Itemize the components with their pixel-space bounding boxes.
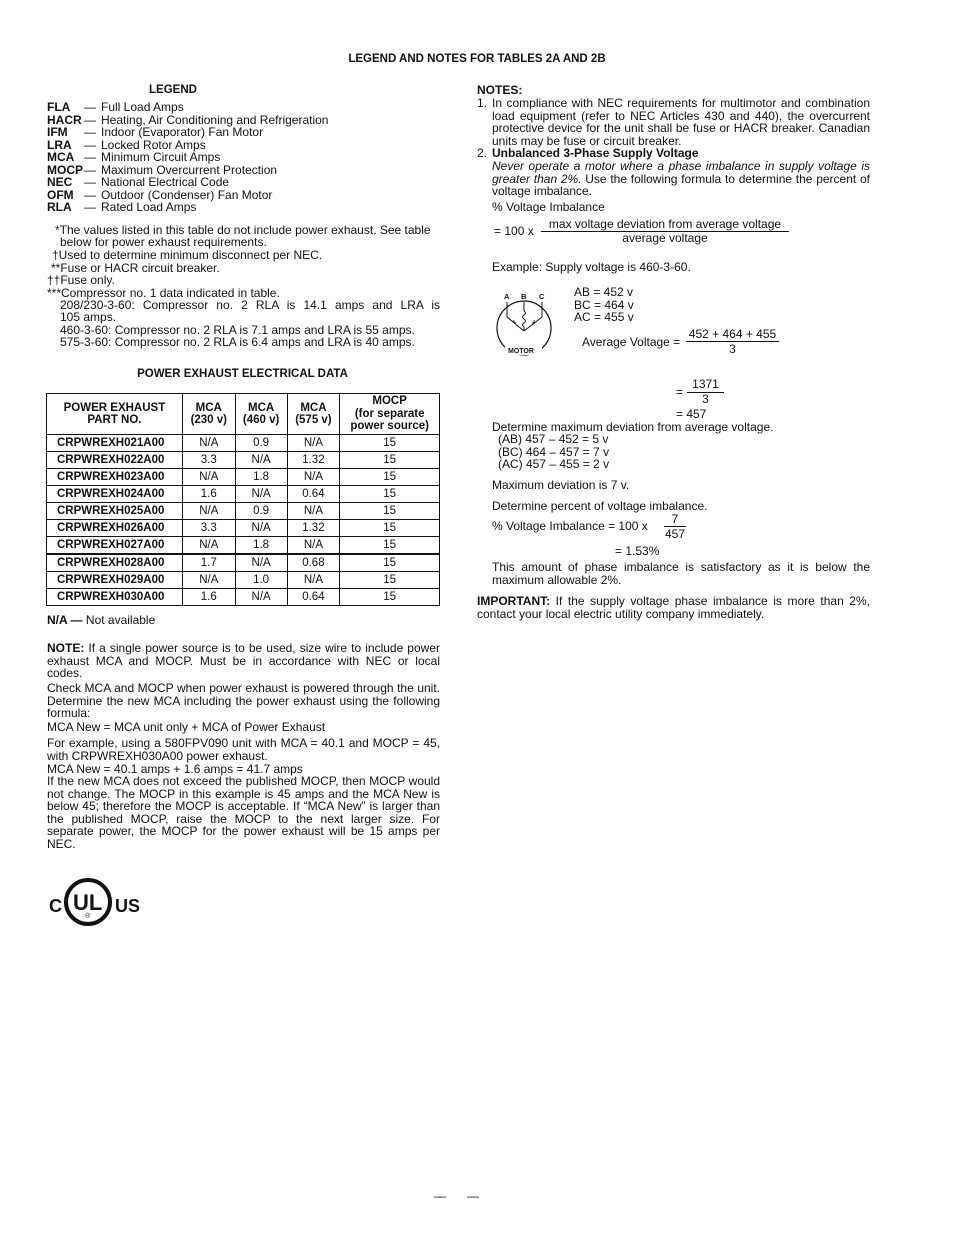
- table-cell: 1.6: [182, 589, 235, 606]
- legend-abbreviation: NEC: [47, 175, 73, 189]
- table-row: [47, 435, 440, 452]
- footnote-dagger: †Used to determine minimum disconnect per NEC.: [52, 248, 323, 262]
- voltage-ac: AC = 455 v: [574, 310, 634, 324]
- legend-dash: —: [84, 150, 96, 164]
- average-denominator: 3: [729, 342, 736, 356]
- table-cell: 3.3: [182, 520, 235, 537]
- average-numerator: 452 + 464 + 455: [688, 327, 777, 341]
- legend-title: LEGEND: [149, 84, 197, 96]
- legend-dash: —: [84, 200, 96, 214]
- table-cell: 15: [340, 520, 440, 537]
- sum-numerator: 1371: [692, 377, 719, 391]
- table-cell: 15: [340, 435, 440, 452]
- legend-dash: —: [84, 162, 96, 177]
- legend-dash: —: [84, 137, 96, 152]
- part-number-cell: CRPWREXH021A00: [47, 435, 183, 452]
- legend-definition: Rated Load Amps: [101, 200, 197, 214]
- header-mca-575: MCA (575 v): [287, 394, 340, 435]
- voltage-imbalance-label: % Voltage Imbalance: [492, 200, 605, 214]
- part-number-cell: CRPWREXH029A00: [47, 572, 183, 589]
- maximum-deviation: Maximum deviation is 7 v.: [492, 478, 630, 492]
- table-cell: N/A: [235, 486, 287, 503]
- power-exhaust-table-body: [47, 435, 440, 606]
- footer-right-dash: —: [467, 1189, 479, 1203]
- legend-dash: —: [84, 112, 96, 127]
- table-cell: N/A: [287, 537, 340, 555]
- header-mca-460: MCA (460 v): [235, 394, 287, 435]
- table-cell: N/A: [235, 589, 287, 606]
- legend-abbreviation: IFM: [47, 125, 68, 139]
- table-cell: 15: [340, 572, 440, 589]
- header-mca-230: MCA (230 v): [182, 394, 235, 435]
- table-row: [47, 469, 440, 486]
- terminal-a-label: A: [504, 292, 510, 301]
- table-cell: N/A: [182, 503, 235, 520]
- legend-definition: Minimum Circuit Amps: [101, 150, 221, 164]
- legend-dash: —: [84, 175, 96, 189]
- page-title: LEGEND AND NOTES FOR TABLES 2A AND 2B: [348, 53, 606, 65]
- part-number-cell: CRPWREXH023A00: [47, 469, 183, 486]
- table-cell: 1.6: [182, 486, 235, 503]
- part-number-cell: CRPWREXH028A00: [47, 554, 183, 572]
- part-number-cell: CRPWREXH024A00: [47, 486, 183, 503]
- table-cell: N/A: [287, 572, 340, 589]
- voltage-ab: AB = 452 v: [574, 285, 634, 299]
- legend-abbreviation: RLA: [47, 200, 72, 214]
- table-cell: N/A: [235, 452, 287, 469]
- header-mocp: MOCP (for separate power source): [340, 394, 440, 435]
- terminal-c-label: C: [539, 292, 545, 301]
- sum-denominator: 3: [702, 392, 709, 406]
- mca-check-paragraph: Check MCA and MOCP when power exhaust is powered through the unit. Determine the new MCA including the power exhaust using the following formula:: [47, 681, 440, 721]
- legend-abbreviation: FLA: [47, 100, 71, 114]
- table-cell: 0.64: [287, 486, 340, 503]
- part-number-cell: CRPWREXH026A00: [47, 520, 183, 537]
- table-cell: 15: [340, 469, 440, 486]
- footnote-double-star: **Fuse or HACR circuit breaker.: [51, 261, 220, 275]
- table-cell: 1.7: [182, 554, 235, 572]
- average-result: = 457: [676, 407, 707, 421]
- imbalance-denominator: 457: [664, 527, 686, 541]
- table-cell: 0.9: [235, 503, 287, 520]
- note-2-number: 2.: [477, 146, 488, 160]
- imbalance-numerator: 7: [671, 512, 679, 526]
- table-cell: 3.3: [182, 452, 235, 469]
- note-2-heading: Unbalanced 3-Phase Supply Voltage: [492, 146, 699, 160]
- na-note: N/A — Not available: [47, 613, 156, 627]
- legend-definition: Maximum Overcurrent Protection: [101, 162, 278, 177]
- formula-numerator: max voltage deviation from average voltage: [548, 217, 782, 231]
- table-row: [47, 537, 440, 555]
- table-cell: 0.68: [287, 554, 340, 572]
- part-number-cell: CRPWREXH022A00: [47, 452, 183, 469]
- table-cell: 1.8: [235, 469, 287, 486]
- legend-abbreviation: HACR: [47, 112, 82, 127]
- table-cell: 15: [340, 503, 440, 520]
- motor-diagram: [494, 290, 556, 360]
- legend-abbreviation: MOCP: [47, 162, 83, 177]
- table-header-row: [47, 394, 440, 435]
- table-row: [47, 572, 440, 589]
- legend-abbreviation: LRA: [47, 137, 72, 152]
- legend-definition: Full Load Amps: [101, 100, 184, 114]
- part-number-cell: CRPWREXH025A00: [47, 503, 183, 520]
- table-cell: 0.64: [287, 589, 340, 606]
- footnote-triple-star: ***Compressor no. 1 data indicated in table.: [47, 286, 280, 300]
- table-row: [47, 554, 440, 572]
- cul-us-listed-logo: [46, 870, 140, 930]
- logo-c-text: C: [49, 896, 62, 916]
- table-cell: N/A: [235, 554, 287, 572]
- table-cell: 1.0: [235, 572, 287, 589]
- table-cell: N/A: [182, 435, 235, 452]
- terminal-b-label: B: [521, 292, 527, 301]
- header-part-no: POWER EXHAUST PART NO.: [47, 394, 183, 435]
- footnote-values-cont: below for power exhaust requirements.: [60, 235, 267, 249]
- notes-title: NOTES:: [477, 83, 523, 97]
- note-2-text: Never operate a motor where a phase imbalance in supply voltage is greater than 2%. Use the following formula to determine the percent of voltage imbalance.: [492, 159, 870, 199]
- legend-definition: Heating, Air Conditioning and Refrigeration: [101, 112, 329, 127]
- table-cell: N/A: [287, 503, 340, 520]
- legend-abbreviation: MCA: [47, 150, 75, 164]
- table-row: [47, 503, 440, 520]
- table-row: [47, 452, 440, 469]
- footnote-208-230-cont: 105 amps.: [60, 310, 117, 324]
- table-cell: 15: [340, 452, 440, 469]
- power-source-note: NOTE: If a single power source is to be used, size wire to include power exhaust MCA and MOCP. Must be in accordance with NEC or local codes.: [47, 641, 440, 681]
- average-voltage-label: Average Voltage =: [582, 335, 681, 349]
- table-cell: N/A: [182, 537, 235, 555]
- footnote-208-230: 208/230-3-60: Compressor no. 2 RLA is 14.1 amps and LRA is: [60, 298, 440, 312]
- mca-formula: MCA New = MCA unit only + MCA of Power Exhaust: [47, 720, 326, 734]
- table-cell: N/A: [287, 435, 340, 452]
- table-cell: N/A: [182, 572, 235, 589]
- imbalance-result: = 1.53%: [615, 544, 660, 558]
- note-1-text: In compliance with NEC requirements for multimotor and combination load equipment (refer to NEC Articles 430 and 440), the overcurrent protective device for the unit shall be fuse or HACR breaker. Canadian units may be fuse or circuit breaker.: [492, 96, 870, 148]
- deviation-ab: (AB) 457 – 452 = 5 v: [498, 432, 609, 446]
- part-number-cell: CRPWREXH030A00: [47, 589, 183, 606]
- table-cell: N/A: [182, 469, 235, 486]
- mca-new-example: MCA New = 40.1 amps + 1.6 amps = 41.7 amps: [47, 762, 303, 776]
- power-exhaust-title: POWER EXHAUST ELECTRICAL DATA: [137, 368, 348, 380]
- table-cell: 15: [340, 486, 440, 503]
- note-1-number: 1.: [477, 96, 488, 110]
- legend-definition: National Electrical Code: [101, 175, 230, 189]
- example-paragraph: For example, using a 580FPV090 unit with MCA = 40.1 and MOCP = 45, with CRPWREXH030A00 power exhaust.: [47, 736, 440, 763]
- determine-percent: Determine percent of voltage imbalance.: [492, 499, 708, 513]
- legend-dash: —: [84, 187, 96, 202]
- table-cell: 15: [340, 589, 440, 606]
- footer-left-dash: —: [434, 1189, 446, 1203]
- formula-denominator: average voltage: [622, 231, 708, 245]
- motor-label: MOTOR: [508, 348, 534, 355]
- logo-ul-text: UL: [73, 890, 103, 915]
- footnote-575: 575-3-60: Compressor no. 2 RLA is 6.4 amps and LRA is 40 amps.: [60, 335, 415, 349]
- important-note: IMPORTANT: If the supply voltage phase imbalance is more than 2%, contact your local electric utility company immediately.: [477, 594, 870, 621]
- legend-abbreviation: OFM: [47, 187, 74, 202]
- table-cell: 15: [340, 537, 440, 555]
- footnote-double-dagger: ††Fuse only.: [47, 273, 115, 287]
- deviation-ac: (AC) 457 – 455 = 2 v: [498, 457, 610, 471]
- table-row: [47, 520, 440, 537]
- formula-prefix: = 100 x: [494, 224, 534, 238]
- table-cell: 1.8: [235, 537, 287, 555]
- voltage-bc: BC = 464 v: [574, 298, 634, 312]
- example-supply-voltage: Example: Supply voltage is 460-3-60.: [492, 260, 691, 274]
- logo-us-text: US: [115, 896, 140, 916]
- sum-prefix: =: [676, 385, 684, 399]
- legend-definition: Outdoor (Condenser) Fan Motor: [101, 187, 273, 202]
- table-cell: 1.32: [287, 452, 340, 469]
- table-cell: 1.32: [287, 520, 340, 537]
- part-number-cell: CRPWREXH027A00: [47, 537, 183, 555]
- table-cell: 15: [340, 554, 440, 572]
- table-cell: N/A: [235, 520, 287, 537]
- deviation-bc: (BC) 464 – 457 = 7 v: [498, 445, 610, 459]
- legend-dash: —: [84, 125, 96, 139]
- footnote-values: *The values listed in this table do not include power exhaust. See table: [55, 223, 431, 237]
- table-row: [47, 486, 440, 503]
- table-cell: N/A: [287, 469, 340, 486]
- power-exhaust-table: [46, 393, 440, 606]
- legend-definition: Indoor (Evaporator) Fan Motor: [101, 125, 264, 139]
- legend-dash: —: [84, 100, 96, 114]
- logo-registered-text: ®: [85, 913, 91, 920]
- mocp-paragraph: If the new MCA does not exceed the published MOCP, then MOCP would not change. The MOCP in this example is 45 amps and the MCA New is below 45; therefore the MOCP is acceptable. If “MCA New” is larger than the published MOCP, raise the MOCP to the next larger size. For separate power, the MOCP for the power exhaust will be 15 amps per NEC.: [47, 774, 440, 851]
- table-cell: 0.9: [235, 435, 287, 452]
- imbalance-label: % Voltage Imbalance = 100 x: [492, 519, 648, 533]
- conclusion-text: This amount of phase imbalance is satisfactory as it is below the maximum allowable 2%.: [492, 560, 870, 587]
- footnote-460: 460-3-60: Compressor no. 2 RLA is 7.1 amps and LRA is 55 amps.: [60, 323, 415, 337]
- table-row: [47, 589, 440, 606]
- deviation-heading: Determine maximum deviation from average voltage.: [492, 420, 774, 434]
- legend-definition: Locked Rotor Amps: [101, 137, 206, 152]
